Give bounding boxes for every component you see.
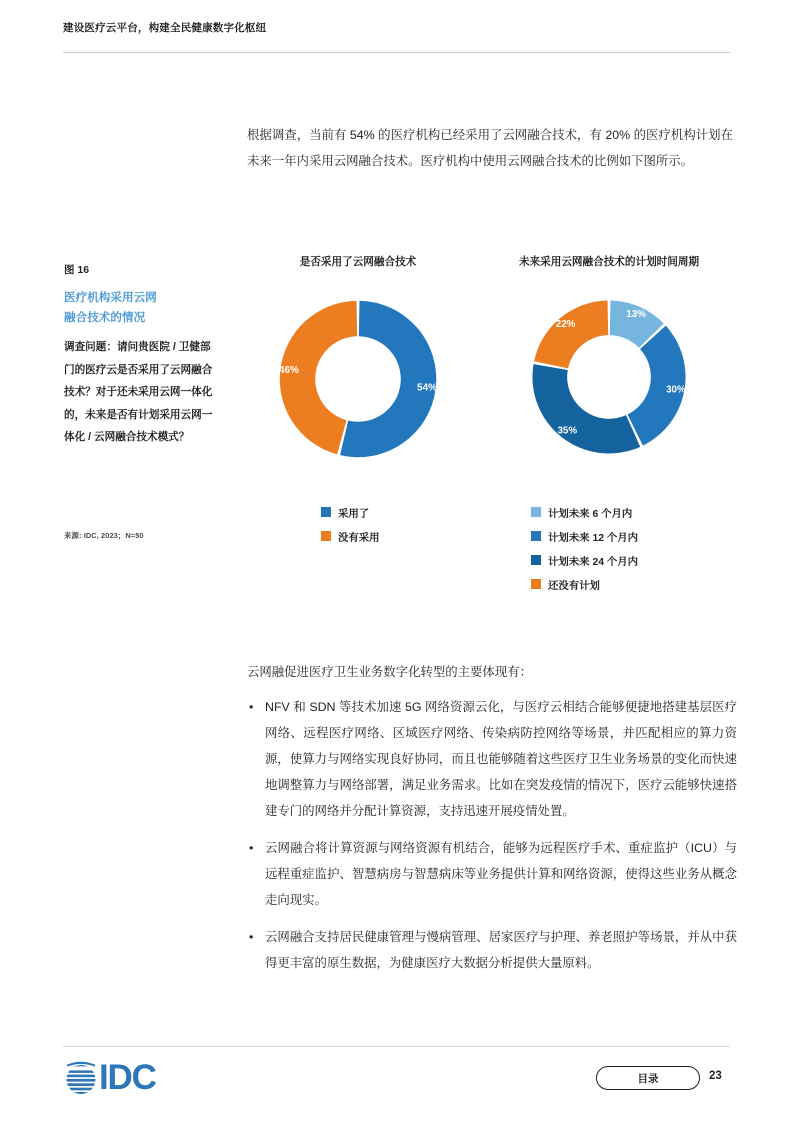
legend-label: 没有采用 <box>338 532 380 544</box>
legend-item[interactable] <box>531 548 638 572</box>
legend-swatch-icon <box>531 531 541 541</box>
donut-timeline <box>520 288 698 466</box>
bullet-item <box>247 835 737 913</box>
header-divider <box>63 52 730 53</box>
table-of-contents-button[interactable]: 目录 <box>596 1066 700 1090</box>
footer-divider <box>63 1046 730 1047</box>
legend-swatch-icon <box>531 507 541 517</box>
idc-logo <box>64 1058 156 1098</box>
legend-swatch-icon <box>531 579 541 589</box>
legend-label: 计划未来 24 个月内 <box>548 556 639 568</box>
legend-swatch-icon <box>321 507 331 517</box>
intro-paragraph: 根据调查，当前有 54% 的医疗机构已经采用了云网融合技术，有 20% 的医疗机构计划在未来一年内采用云网融合技术。医疗机构中使用云网融合技术的比例如下图所示。 <box>247 128 733 168</box>
donut-adoption-svg <box>267 288 449 470</box>
figure-question: 调查问题：请问贵医院 / 卫健部门的医疗云是否采用了云网融合技术？对于还未采用云网一体化的，未来是否有计划采用云网一体化 / 云网融合技术模式？ <box>64 341 213 443</box>
donut-slice-label: 13% <box>626 309 646 321</box>
legend-item[interactable] <box>321 500 380 524</box>
figure-caption-column <box>64 262 216 449</box>
legend-item[interactable] <box>531 572 638 596</box>
legend-label: 计划未来 6 个月内 <box>548 508 633 520</box>
charts-area <box>247 255 733 605</box>
header-title: 建设医疗云平台，构建全民健康数字化枢纽 <box>63 22 267 34</box>
donut-slice-label: 35% <box>557 425 578 437</box>
bullet-marker-icon: • <box>249 700 254 714</box>
legend-item[interactable] <box>321 524 380 548</box>
figure-title-line-2: 融合技术的情况 <box>64 311 146 324</box>
legend-adoption <box>321 500 380 548</box>
legend-label: 采用了 <box>338 508 370 520</box>
figure-number: 图 16 <box>64 264 90 276</box>
figure-source: 来源: IDC, 2023；N=50 <box>64 531 144 540</box>
donut-timeline-svg <box>520 288 698 466</box>
legend-timeline <box>531 500 638 596</box>
donut-slice <box>532 364 640 453</box>
chart-timeline-title: 未来采用云网融合技术的计划时间周期 <box>518 256 700 268</box>
bullet-text: 云网融合支持居民健康管理与慢病管理、居家医疗与护理、养老照护等场景，并从中获得更丰富的原生数据，为健康医疗大数据分析提供大量原料。 <box>265 930 737 970</box>
bullet-marker-icon: • <box>249 841 254 855</box>
donut-slice-label: 46% <box>278 364 299 376</box>
legend-item[interactable] <box>531 524 638 548</box>
page-header <box>63 20 730 36</box>
bullet-item <box>247 924 737 976</box>
bullet-list <box>247 694 737 976</box>
bullet-marker-icon: • <box>249 930 254 944</box>
bullet-text: NFV 和 SDN 等技术加速 5G 网络资源云化，与医疗云相结合能够便捷地搭建基层医疗网络、远程医疗网络、区域医疗网络、传染病防控网络等场景，并匹配相应的算力资源，使算力与网络实现良好协同，而且也能够随着这些医疗卫生业务场景的变化而快速地调整算力与网络部署，满足业务需求。比如在突发疫情的情况下，医疗云能够快速搭建专门的网络并分配计算资源，支持迅速开展疫情处置。 <box>265 700 737 818</box>
chart-adoption-title: 是否采用了云网融合技术 <box>299 256 417 268</box>
chart-adoption <box>247 255 469 470</box>
donut-slice <box>534 300 608 368</box>
bullet-item <box>247 694 737 824</box>
legend-label: 还没有计划 <box>548 580 600 592</box>
legend-swatch-icon <box>531 555 541 565</box>
page-number: 23 <box>709 1070 722 1082</box>
figure-title <box>64 288 216 328</box>
bullet-text: 云网融合将计算资源与网络资源有机结合，能够为远程医疗手术、重症监护（ICU）与远程重症监护、智慧病房与智慧病床等业务提供计算和网络资源，使得这些业务从概念走向现实。 <box>265 841 737 907</box>
legend-item[interactable] <box>531 500 638 524</box>
chart-timeline <box>485 255 733 466</box>
donut-slice-label: 30% <box>666 384 686 396</box>
donut-slice-label: 22% <box>555 319 576 331</box>
idc-globe-icon <box>64 1058 98 1098</box>
idc-wordmark: IDC <box>99 1058 156 1097</box>
donut-adoption <box>267 288 449 470</box>
legend-swatch-icon <box>321 531 331 541</box>
donut-slice-label: 54% <box>417 382 438 394</box>
figure-title-line-1: 医疗机构采用云网 <box>64 291 157 304</box>
legend-label: 计划未来 12 个月内 <box>548 532 639 544</box>
body-lead-text: 云网融促进医疗卫生业务数字化转型的主要体现有： <box>247 665 532 679</box>
donut-slice <box>280 301 357 455</box>
